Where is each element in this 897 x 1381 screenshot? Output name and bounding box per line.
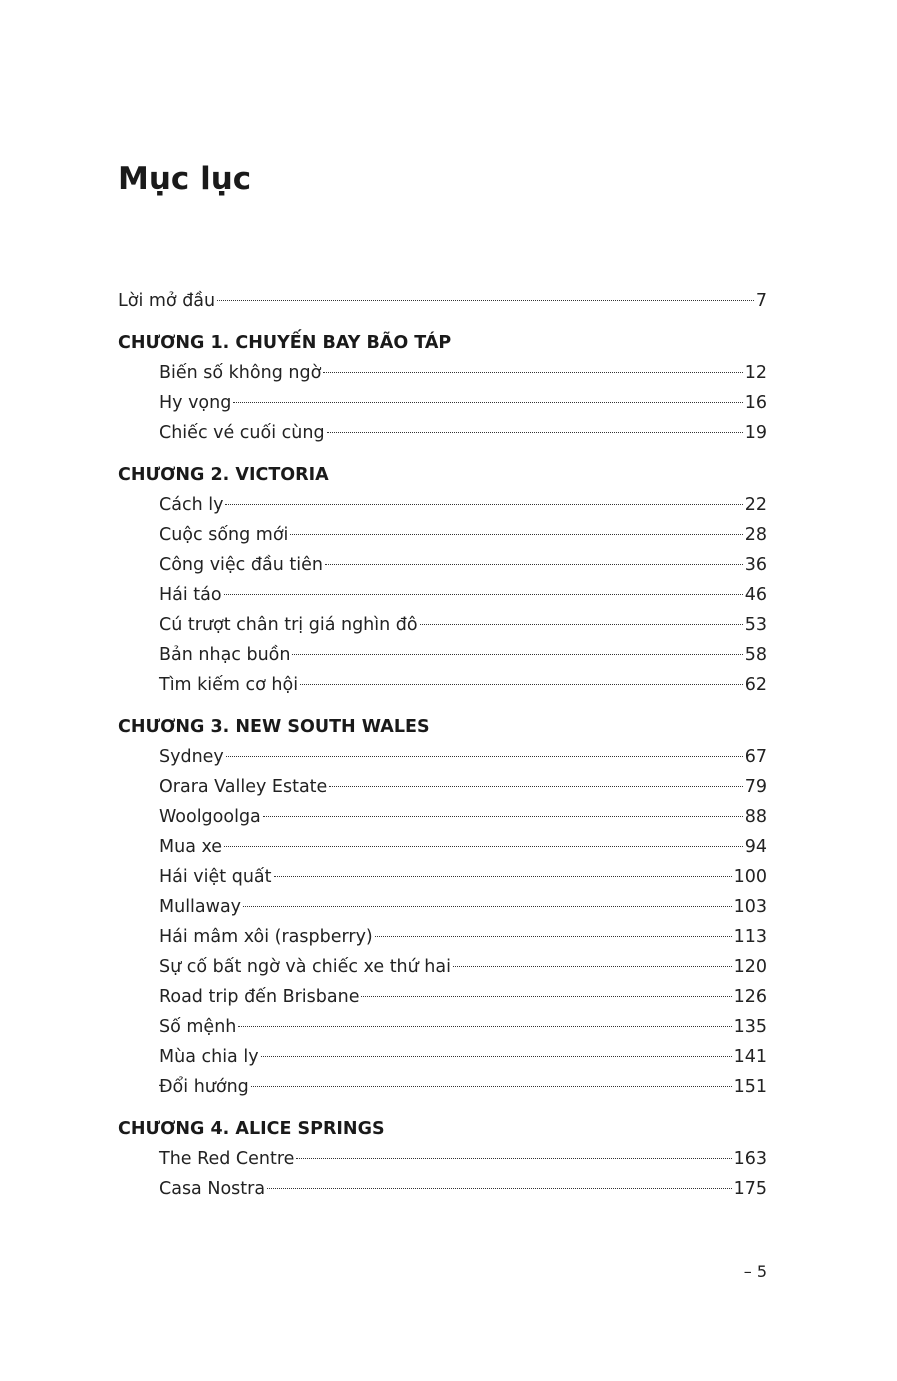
toc-entry-page: 94 (744, 837, 767, 857)
dot-leader (329, 786, 742, 787)
dot-leader (296, 1158, 731, 1159)
toc-entry (118, 1072, 767, 1102)
dot-leader (292, 654, 742, 655)
toc-entry (118, 1042, 767, 1072)
toc-entry-page: 151 (733, 1077, 767, 1097)
dot-leader (263, 816, 743, 817)
toc-entry-page: 19 (744, 423, 767, 443)
toc-entry-title: Cách ly (159, 495, 224, 515)
toc-entry-title: Lời mở đầu (118, 291, 216, 311)
toc-entry-title: Hái táo (159, 585, 222, 605)
toc-entry (118, 1144, 767, 1174)
toc-entry-page: 12 (744, 363, 767, 383)
toc-entry-title: The Red Centre (159, 1149, 295, 1169)
chapter-heading: CHƯƠNG 3. NEW SOUTH WALES (118, 717, 430, 737)
toc-entry-title: Đổi hướng (159, 1077, 249, 1097)
chapter-heading: CHƯƠNG 4. ALICE SPRINGS (118, 1119, 385, 1139)
toc-entry-page: 135 (733, 1017, 767, 1037)
dot-leader (300, 684, 743, 685)
toc-entry (118, 388, 767, 418)
dot-leader (453, 966, 732, 967)
chapter-heading: CHƯƠNG 1. CHUYẾN BAY BÃO TÁP (118, 333, 452, 353)
toc-entry-title: Woolgoolga (159, 807, 261, 827)
dot-leader (290, 534, 742, 535)
dot-leader (327, 432, 743, 433)
toc-entry (118, 892, 767, 922)
toc-entry (118, 1012, 767, 1042)
toc-entry (118, 922, 767, 952)
toc-entry (118, 610, 767, 640)
toc-entry-page: 175 (733, 1179, 767, 1199)
dot-leader (325, 564, 743, 565)
toc-entry-page: 88 (744, 807, 767, 827)
dot-leader (233, 402, 742, 403)
toc-entry-page: 22 (744, 495, 767, 515)
dot-leader (274, 876, 732, 877)
toc-entry (118, 490, 767, 520)
toc-entry-page: 16 (744, 393, 767, 413)
toc-entry-title: Hái mâm xôi (raspberry) (159, 927, 373, 947)
toc-entry-title: Casa Nostra (159, 1179, 266, 1199)
toc-entry-title: Orara Valley Estate (159, 777, 328, 797)
toc-entry-title: Hái việt quất (159, 867, 272, 887)
toc-entry-title: Số mệnh (159, 1017, 237, 1037)
toc-entry (118, 670, 767, 700)
toc-entry-title: Mùa chia ly (159, 1047, 259, 1067)
toc-entry-page: 163 (733, 1149, 767, 1169)
dot-leader (224, 846, 743, 847)
dot-leader (251, 1086, 732, 1087)
dot-leader (217, 300, 754, 301)
dot-leader (261, 1056, 732, 1057)
toc-entry-page: 28 (744, 525, 767, 545)
toc-entry-title: Mua xe (159, 837, 223, 857)
toc-entry-page: 79 (744, 777, 767, 797)
page-number: – 5 (743, 1262, 767, 1281)
toc-entry-page: 62 (744, 675, 767, 695)
dot-leader (361, 996, 731, 997)
dot-leader (243, 906, 732, 907)
toc-entry-title: Bản nhạc buồn (159, 645, 291, 665)
toc-entry-title: Sự cố bất ngờ và chiếc xe thứ hai (159, 957, 451, 977)
toc-entry (118, 640, 767, 670)
dot-leader (420, 624, 743, 625)
toc-entry-page: 36 (744, 555, 767, 575)
toc-entry (118, 358, 767, 388)
toc-entry (118, 772, 767, 802)
toc-entry-page: 120 (733, 957, 767, 977)
dot-leader (238, 1026, 731, 1027)
toc-entry-page: 113 (733, 927, 767, 947)
toc-entry-title: Sydney (159, 747, 224, 767)
dot-leader (267, 1188, 732, 1189)
dot-leader (224, 594, 743, 595)
page-title: Mục lục (118, 161, 252, 197)
dot-leader (225, 504, 742, 505)
dot-leader (226, 756, 743, 757)
toc-entry-title: Mullaway (159, 897, 242, 917)
toc-entry-page: 58 (744, 645, 767, 665)
toc-entry-title: Biến số không ngờ (159, 363, 322, 383)
toc-entry (118, 418, 767, 448)
toc-entry-page: 103 (733, 897, 767, 917)
toc-entry-title: Chiếc vé cuối cùng (159, 423, 325, 443)
toc-entry-page: 126 (733, 987, 767, 1007)
toc-entry-title: Tìm kiếm cơ hội (159, 675, 299, 695)
toc-entry-title: Công việc đầu tiên (159, 555, 323, 575)
toc-entry (118, 982, 767, 1012)
toc-entry-title: Cú trượt chân trị giá nghìn đô (159, 615, 418, 635)
toc-entry-page: 141 (733, 1047, 767, 1067)
toc-entry-title: Cuộc sống mới (159, 525, 289, 545)
toc-entry (118, 1174, 767, 1204)
toc-entry (118, 520, 767, 550)
toc-entry-page: 67 (744, 747, 767, 767)
toc-entry (118, 580, 767, 610)
table-of-contents (118, 286, 767, 1204)
toc-entry-title: Road trip đến Brisbane (159, 987, 360, 1007)
chapter-heading: CHƯƠNG 2. VICTORIA (118, 465, 329, 485)
toc-entry (118, 742, 767, 772)
toc-entry (118, 832, 767, 862)
toc-entry (118, 550, 767, 580)
toc-entry-page: 7 (755, 291, 767, 311)
toc-entry (118, 862, 767, 892)
toc-entry-page: 53 (744, 615, 767, 635)
toc-entry-title: Hy vọng (159, 393, 232, 413)
dot-leader (375, 936, 732, 937)
toc-entry (118, 952, 767, 982)
toc-entry-page: 100 (733, 867, 767, 887)
toc-entry-page: 46 (744, 585, 767, 605)
dot-leader (323, 372, 742, 373)
toc-entry (118, 286, 767, 316)
toc-entry (118, 802, 767, 832)
